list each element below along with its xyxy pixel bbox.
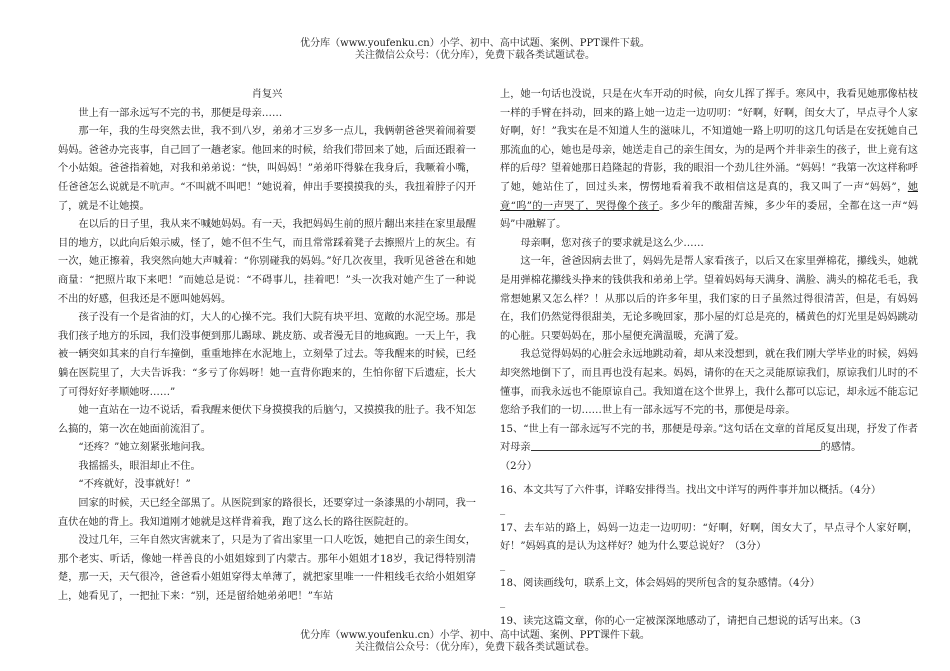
left-column	[58, 86, 476, 607]
header-banner	[0, 38, 950, 62]
banner-line-1: 优分库（www.youfenku.cn）小学、初中、高中试题、案例、PPT课件下载。	[300, 38, 650, 49]
paragraph: 那一年，我的生母突然去世，我不到八岁，弟弟才三岁多一点儿，我俩朝爸爸哭着闹着要妈妈。爸爸办完丧事，自己回了一趟老家。他回来的时候，给我们带回来了她，后面还跟着一个小姑娘。爸爸指着她，对我和弟弟说：“快，叫妈妈！”弟弟吓得躲在我身后，我噘着小嘴，任爸爸怎么说就是不吭声。“不叫就不叫吧！”她说着，伸出手要摸摸我的头，我扭着脖子闪开了，就是不让她摸。	[58, 126, 476, 212]
question-17: 17、去车站的路上，妈妈一边走一边叨叨：“好啊，好啊，闺女大了，早点寻个人家好啊，好！”妈妈真的是认为这样好？她为什么要总说好？（3分）	[500, 522, 918, 553]
paragraph-continued: 上，她一句话也没说，只是在火车开动的时候，向女儿挥了挥手。寒风中，我看见她那像枯枝一样的手臂在抖动，回来的路上她一边走一边叨叨：“好啊，好啊，闺女大了，早点寻个人家好啊，好！”我实在是不知道人生的滋味儿，不知道她一路上叨叨的这几句话是在安抚她自己那流血的心，她也是母亲，她送走自己的亲生闺女，为的是两个并非亲生的孩子，世上竟有这样的后母？望着她那日趋隆起的背影，我的眼泪一个劲儿往外涌。“妈妈！”我第一次这样称呼了她，她站住了，回过头来，愣愣地看着我不敢相信这是真的，我又叫了一声“妈妈”，她竟“呜”的一声哭了，哭得像个孩子。多少年的酸甜苦辣，多少年的委屈，全都在这一声“妈妈”中融解了。	[500, 89, 918, 231]
right-column	[500, 86, 918, 631]
paragraph: 我总觉得妈妈的心脏会永远地跳动着，却从来没想到，就在我们刚大学毕业的时候，妈妈却突然地倒下了，而且再也没有起来。妈妈，请你的在天之灵能原谅我们，原谅我们儿时的不懂事，而我永远也不能原谅自己。我知道在这个世界上，我什么都可以忘记，却永远不能忘记您给予我们的一切……世上有一部永远写不完的书，那便是母亲。	[500, 349, 918, 417]
banner-line-1: 优分库（www.youfenku.cn）小学、初中、高中试题、案例、PPT课件下载。	[300, 630, 650, 641]
paragraph: 她一直站在一边不说话，看我醒来便伏下身摸摸我的后脑勺，又摸摸我的肚子。我不知怎么搞的，第一次在她面前流泪了。	[58, 405, 476, 435]
question-16: 16、本文共写了六件事，详略安排得当。找出文中详写的两件事并加以概括。（4分）	[500, 485, 882, 497]
paragraph: 我摇摇头，眼泪却止不住。	[78, 460, 201, 472]
paragraph: 母亲啊，您对孩子的要求就是这么少……	[520, 237, 704, 249]
question-19: 19、读完这篇文章，你的心一定被深深地感动了，请把自己想说的话写出来。（3	[500, 615, 861, 627]
underlined-sentence: 她竟“呜”的一声哭了，哭得像个孩子	[500, 181, 918, 212]
paragraph: 在以后的日子里，我从来不喊她妈妈。有一天，我把妈妈生前的照片翻出来挂在家里最醒目的地方，以此向后娘示威，怪了，她不但不生气，而且常常踩着凳子去擦照片上的灰尘。有一次，她正擦着，我突然向她大声喊着：“你别碰我的妈妈。”好几次夜里，我听见爸爸在和她商量：“把照片取下来吧！”而她总是说：“不碍事儿，挂着吧！”头一次我对她产生了一种说不出的好感，但我还是不愿叫她妈妈。	[58, 219, 476, 305]
paragraph: 世上有一部永远写不完的书，那便是母亲……	[78, 107, 283, 119]
footer-banner	[0, 630, 950, 654]
question-15: 15、“世上有一部永远写不完的书，那便是母亲。”这句话在文章的首尾反复出现，抒发了作者对母亲 的感情。	[500, 423, 918, 454]
paragraph: 回家的时候，天已经全部黑了。从医院到家的路很长，还要穿过一条漆黑的小胡同，我一直伏在她的背上。我知道刚才她就是这样背着我，跑了这么长的路往医院赶的。	[58, 498, 476, 528]
answer-blank[interactable]	[531, 439, 821, 451]
answer-line[interactable]: _	[500, 504, 506, 516]
paragraph: 没过几年，三年自然灾害就来了，只是为了省出家里一口人吃饭，她把自己的亲生闺女，那个老实、听话，像她一样善良的小姐姐嫁到了内蒙古。那年小姐姐才18岁，我记得特别清楚，那一天，天气很冷，爸爸看小姐姐穿得太单薄了，就把家里唯一一件粗线毛衣给小姐姐穿上，她看见了，一把扯下来：“别，还是留给她弟弟吧！”车站	[58, 535, 476, 603]
answer-line[interactable]: _	[500, 597, 506, 609]
answer-line[interactable]: _	[500, 559, 506, 571]
banner-line-2: 关注微信公众号：（优分库），免费下载各类试题试卷。	[355, 642, 595, 653]
question-15-score: （2分）	[500, 460, 538, 472]
paragraph: 孩子没有一个是省油的灯，大人的心操不完。我们大院有块平坦、宽敞的水泥空场。那是我们孩子地方的乐园，我们没事便到那儿踢球、跳皮筋、或者漫无目的地疯跑。一天上午，我被一辆突如其来的自行车撞倒，重重地摔在水泥地上，立刻晕了过去。等我醒来的时候，已经躺在医院里了，大夫告诉我：“多亏了你妈呀！她一直背你跑来的，生怕你留下后遗症，长大了可得好好孝顺她呀……”	[58, 312, 476, 398]
paragraph: “不疼就好，没事就好！”	[78, 479, 191, 491]
article-author: 肖复兴	[251, 89, 283, 100]
question-18: 18、阅读画线句，联系上文，体会妈妈的哭所包含的复杂感情。（4分）	[500, 578, 820, 590]
paragraph: “还疼？”她立刻紧张地问我。	[78, 442, 212, 454]
paragraph: 这一年，爸爸因病去世了，妈妈先是帮人家看孩子，以后又在家里弹棉花，攥线头，她就是用弹棉花攥线头挣来的钱供我和弟弟上学。望着妈妈每天满身、满脸、满头的棉花毛毛，我常想她累又怎么样？！从那以后的许多年里，我们家的日子虽然过得很清苦，但是，有妈妈在，我们仍然觉得很甜美，无论多晚回家，那小屋的灯总是亮的，橘黄色的灯光里是妈妈跳动的心脏。只要妈妈在，那小屋便充满温暖，充满了爱。	[500, 256, 918, 342]
banner-line-2: 关注微信公众号：（优分库），免费下载各类试题试卷。	[355, 50, 595, 61]
